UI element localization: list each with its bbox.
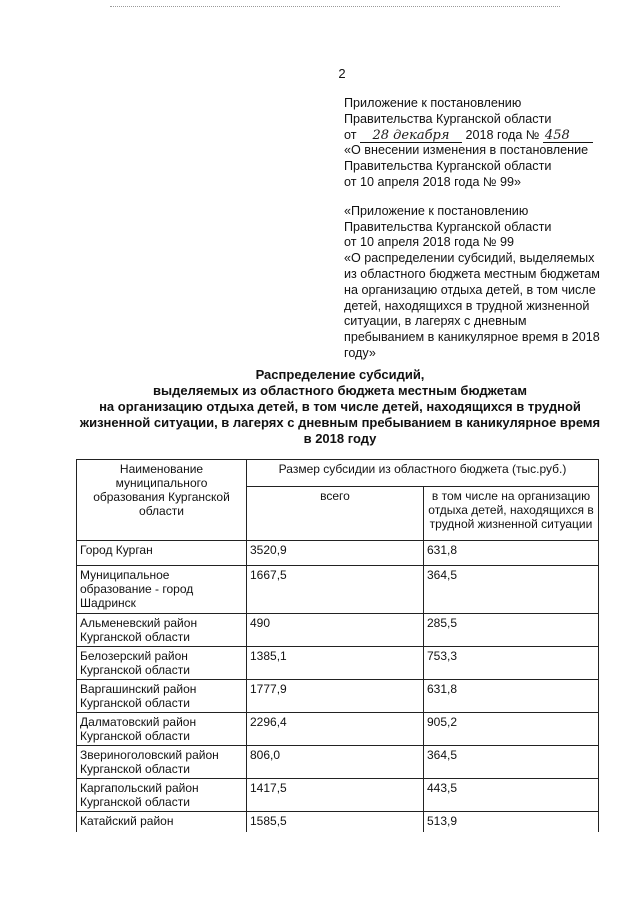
cell-including: 364,5 — [424, 746, 599, 779]
header-municipality: Наименование муниципального образования Курганской области — [77, 460, 247, 541]
cell-name: Альменевский район Курганской области — [77, 614, 247, 647]
table-row — [77, 713, 599, 746]
appendix-line: Правительства Курганской области — [344, 219, 552, 234]
appendix-header — [344, 96, 629, 362]
table-row — [77, 541, 599, 566]
appendix-line: «О распределении субсидий, выделяемых — [344, 251, 595, 266]
title-line: Распределение субсидий, — [255, 367, 425, 382]
cell-total: 1667,5 — [247, 566, 424, 614]
scan-top-line — [110, 6, 560, 8]
cell-including: 631,8 — [424, 541, 599, 566]
page-number: 2 — [338, 66, 346, 81]
appendix-line: «Приложение к постановлению — [344, 203, 529, 218]
cell-name: Город Курган — [77, 541, 247, 566]
cell-including: 905,2 — [424, 713, 599, 746]
title-line: выделяемых из областного бюджета местным бюджетам — [153, 383, 527, 398]
cell-total: 2296,4 — [247, 713, 424, 746]
cell-total: 1585,5 — [247, 812, 424, 833]
cell-including: 285,5 — [424, 614, 599, 647]
appendix-line: Приложение к постановлению — [344, 96, 522, 110]
table-row — [77, 566, 599, 614]
subsidy-table — [76, 459, 599, 832]
cell-total: 490 — [247, 614, 424, 647]
cell-name: Каргапольский район Курганской области — [77, 779, 247, 812]
title-line: на организацию отдыха детей, в том числе детей, находящихся в трудной — [99, 399, 581, 414]
table-row — [77, 746, 599, 779]
appendix-line: «О внесении изменения в постановление — [344, 143, 589, 158]
handwritten-date: 28 декабря — [360, 129, 462, 143]
header-including: в том числе на организацию отдыха детей, находящихся в трудной жизненной ситуации — [424, 487, 599, 541]
cell-total: 806,0 — [247, 746, 424, 779]
table-row — [77, 647, 599, 680]
appendix-line: из областного бюджета местным бюджетам — [344, 266, 600, 281]
appendix-line: Правительства Курганской области — [344, 159, 552, 174]
cell-total: 1417,5 — [247, 779, 424, 812]
header-subsidy-size: Размер субсидии из областного бюджета (тыс.руб.) — [247, 460, 599, 487]
appendix-date-line — [344, 128, 629, 144]
cell-name: Звериноголовский район Курганской области — [77, 746, 247, 779]
cell-including: 513,9 — [424, 812, 599, 833]
table-row — [77, 779, 599, 812]
cell-total: 1385,1 — [247, 647, 424, 680]
cell-including: 631,8 — [424, 680, 599, 713]
cell-name: Варгашинский район Курганской области — [77, 680, 247, 713]
header-total: всего — [247, 487, 424, 541]
table-row — [77, 680, 599, 713]
appendix-line: ситуации, в лагерях с дневным — [344, 314, 527, 329]
appendix-line: году» — [344, 345, 376, 360]
appendix-line: детей, находящихся в трудной жизненной — [344, 298, 590, 313]
cell-name: Катайский район — [77, 812, 247, 833]
from-label: от — [344, 127, 357, 142]
document-title — [60, 367, 620, 447]
appendix-line: от 10 апреля 2018 года № 99 — [344, 235, 515, 250]
cell-including: 443,5 — [424, 779, 599, 812]
cell-total: 1777,9 — [247, 680, 424, 713]
cell-total: 3520,9 — [247, 541, 424, 566]
appendix-line: Правительства Курганской области — [344, 111, 552, 126]
title-line: в 2018 году — [303, 431, 377, 446]
appendix-line: от 10 апреля 2018 года № 99» — [344, 174, 522, 189]
cell-including: 753,3 — [424, 647, 599, 680]
title-line: жизненной ситуации, в лагерях с дневным пребыванием в каникулярное время — [79, 415, 601, 430]
appendix-line: пребыванием в каникулярное время в 2018 — [344, 330, 600, 345]
cell-including: 364,5 — [424, 566, 599, 614]
appendix-line: на организацию отдыха детей, в том числе — [344, 282, 596, 297]
cell-name: Муниципальное образование - город Шадринск — [77, 566, 247, 614]
table-header-row — [77, 460, 599, 487]
cell-name: Белозерский район Курганской области — [77, 647, 247, 680]
year-number-label: 2018 года № — [465, 127, 540, 142]
handwritten-number: 458 — [543, 129, 593, 143]
table-row — [77, 614, 599, 647]
cell-name: Далматовский район Курганской области — [77, 713, 247, 746]
table-row — [77, 812, 599, 833]
